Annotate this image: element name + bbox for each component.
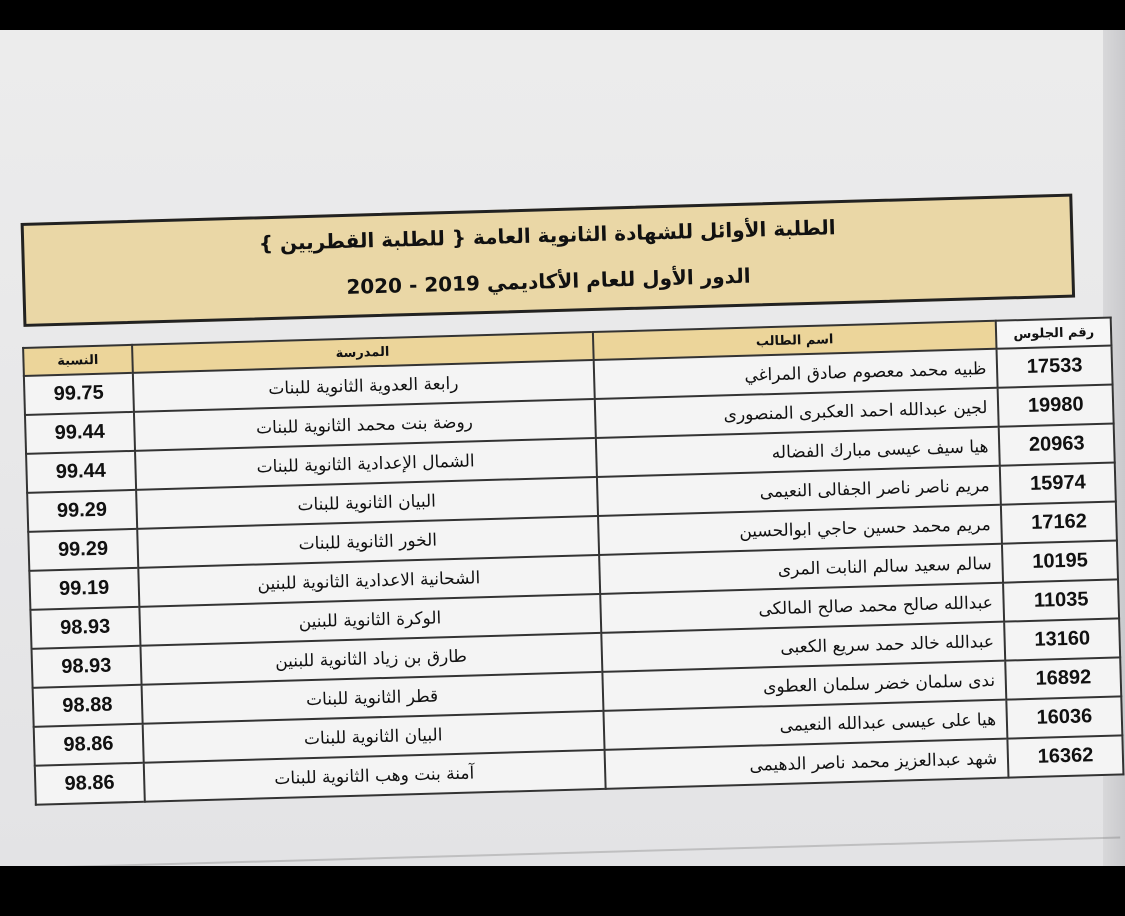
bottom-black-bar (0, 866, 1125, 916)
school-cell: البيان الثانوية للبنات (136, 477, 598, 529)
school-cell: طارق بن زياد الثانوية للبنين (140, 633, 602, 685)
percentage-cell: 98.88 (33, 685, 143, 727)
student-name-cell: عبدالله خالد حمد سريع الكعبى (601, 622, 1006, 672)
school-cell: الخور الثانوية للبنات (137, 516, 599, 568)
academic-year-subtitle: الدور الأول للعام الأكاديمي 2019 - 2020 (346, 263, 751, 299)
percentage-cell: 99.19 (29, 568, 139, 610)
seat-number-cell: 16892 (1005, 657, 1121, 699)
percentage-cell: 99.29 (28, 529, 138, 571)
seat-number-cell: 13160 (1004, 618, 1120, 660)
student-name-cell: لجين عبدالله احمد العكبرى المنصورى (594, 388, 999, 438)
cut-off-next-row (41, 836, 1121, 866)
seat-number-cell: 17533 (997, 346, 1113, 388)
column-header-name: اسم الطالب (593, 321, 997, 360)
school-cell: الوكرة الثانوية للبنين (139, 594, 601, 646)
school-cell: الشمال الإعدادية الثانوية للبنات (135, 438, 597, 490)
seat-number-cell: 11035 (1003, 579, 1119, 621)
percentage-cell: 98.86 (35, 763, 145, 805)
school-cell: قطر الثانوية للبنات (141, 672, 603, 724)
column-header-school: المدرسة (132, 332, 594, 373)
school-cell: آمنة بنت وهب الثانوية للبنات (143, 750, 605, 802)
document-photo (0, 30, 1125, 866)
seat-number-cell: 17162 (1001, 501, 1117, 543)
school-cell: رابعة العدوية الثانوية للبنات (132, 360, 594, 412)
percentage-cell: 98.86 (34, 724, 144, 766)
student-name-cell: هيا سيف عيسى مبارك الفضاله (595, 427, 1000, 477)
seat-number-cell: 16362 (1008, 735, 1124, 777)
results-table (22, 317, 1124, 806)
student-name-cell: سالم سعيد سالم النابت المرى (599, 544, 1004, 594)
seat-number-cell: 10195 (1002, 540, 1118, 582)
seat-number-cell: 20963 (999, 424, 1115, 466)
seat-number-cell: 15974 (1000, 463, 1116, 505)
percentage-cell: 99.44 (26, 451, 136, 493)
percentage-cell: 99.75 (24, 373, 134, 415)
percentage-cell: 98.93 (30, 607, 140, 649)
student-name-cell: هيا على عيسى عبدالله النعيمى (603, 700, 1008, 750)
student-name-cell: ندى سلمان خضر سلمان العطوى (602, 661, 1007, 711)
school-cell: روضة بنت محمد الثانوية للبنات (134, 399, 596, 451)
student-name-cell: عبدالله صالح محمد صالح المالكى (600, 583, 1005, 633)
column-header-percentage: النسبة (23, 345, 132, 376)
title-box (21, 194, 1075, 327)
school-cell: البيان الثانوية للبنات (142, 711, 604, 763)
column-header-seat: رقم الجلوس (996, 318, 1111, 349)
student-name-cell: ظبيه محمد معصوم صادق المراغي (593, 349, 998, 399)
percentage-cell: 98.93 (32, 646, 142, 688)
percentage-cell: 99.44 (25, 412, 135, 454)
document-title: الطلبة الأوائل للشهادة الثانوية العامة { للطلبة القطريين } (258, 215, 836, 256)
seat-number-cell: 19980 (998, 385, 1114, 427)
results-sheet (0, 30, 1125, 866)
student-name-cell: مريم ناصر ناصر الجفالى النعيمى (597, 466, 1002, 516)
seat-number-cell: 16036 (1007, 696, 1123, 738)
percentage-cell: 99.29 (27, 490, 137, 532)
school-cell: الشحانية الاعدادية الثانوية للبنين (138, 555, 600, 607)
student-name-cell: شهد عبدالعزيز محمد ناصر الدهيمى (604, 739, 1009, 789)
student-name-cell: مريم محمد حسين حاجي ابوالحسين (598, 505, 1003, 555)
